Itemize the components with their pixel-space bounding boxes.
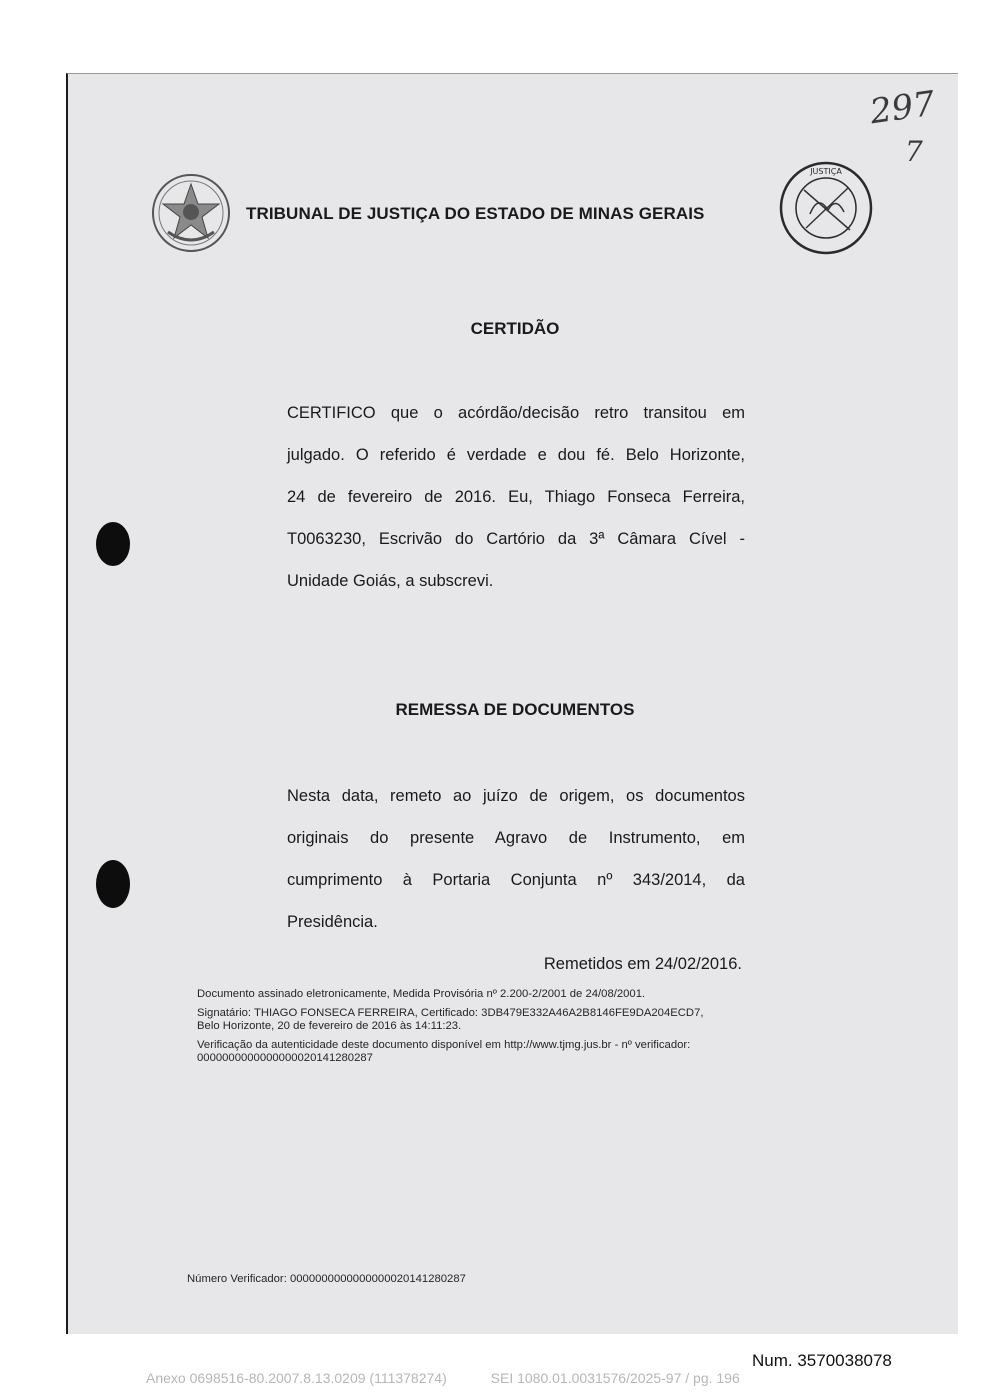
document-number: Num. 3570038078 [752,1351,892,1370]
page-footer [146,1370,780,1386]
signature-line: 0000000000000000020141280287 [197,1052,373,1064]
remessa-paragraph [287,775,745,943]
signature-line: Documento assinado eletronicamente, Medida Provisória nº 2.200-2/2001 de 24/08/2001. [197,988,646,1000]
handwritten-page-number: 297 [867,83,938,133]
remessa-line: Nesta data, remeto ao juízo de origem, os documentos [287,787,745,805]
remessa-line: cumprimento à Portaria Conjunta nº 343/2014, da [287,871,745,889]
sei-reference: SEI 1080.01.0031576/2025-97 / pg. 196 [490,1370,740,1386]
signature-block [197,988,817,1065]
court-name: TRIBUNAL DE JUSTIÇA DO ESTADO DE MINAS GERAIS [246,204,705,223]
remessa-line: originais do presente Agravo de Instrumento, em [287,829,745,847]
punch-hole [96,860,130,908]
certidao-line: Unidade Goiás, a subscrevi. [287,572,494,590]
remessa-line: Presidência. [287,913,378,931]
certidao-title: CERTIDÃO [470,319,560,338]
remessa-title: REMESSA DE DOCUMENTOS [395,700,635,719]
court-seal-stamp [778,160,874,256]
certidao-paragraph [287,392,745,602]
certidao-line: T0063230, Escrivão do Cartório da 3ª Câmara Cível - [287,530,745,548]
signature-line: Belo Horizonte, 20 de fevereiro de 2016 às 14:11:23. [197,1020,462,1032]
handwritten-mark: 7 [905,135,923,168]
certidao-line: julgado. O referido é verdade e dou fé. Belo Horizonte, [287,446,745,464]
numero-verificador: Número Verificador: 0000000000000000020141280287 [187,1273,466,1285]
anexo-reference: Anexo 0698516-80.2007.8.13.0209 (111378274) [146,1370,447,1386]
remetidos-date: Remetidos em 24/02/2016. [543,955,742,973]
signature-line: Verificação da autenticidade deste documento disponível em http://www.tjmg.jus.br - nº verificador: [197,1039,691,1051]
certidao-line: CERTIFICO que o acórdão/decisão retro transitou em [287,404,745,422]
certidao-line: 24 de fevereiro de 2016. Eu, Thiago Fonseca Ferreira, [287,488,745,506]
punch-hole [96,522,130,566]
svg-text:JUSTIÇA: JUSTIÇA [810,167,842,176]
signature-line: Signatário: THIAGO FONSECA FERREIRA, Certificado: 3DB479E332A46A2B8146FE9DA204ECD7, [197,1007,704,1019]
court-emblem-icon [150,172,232,254]
